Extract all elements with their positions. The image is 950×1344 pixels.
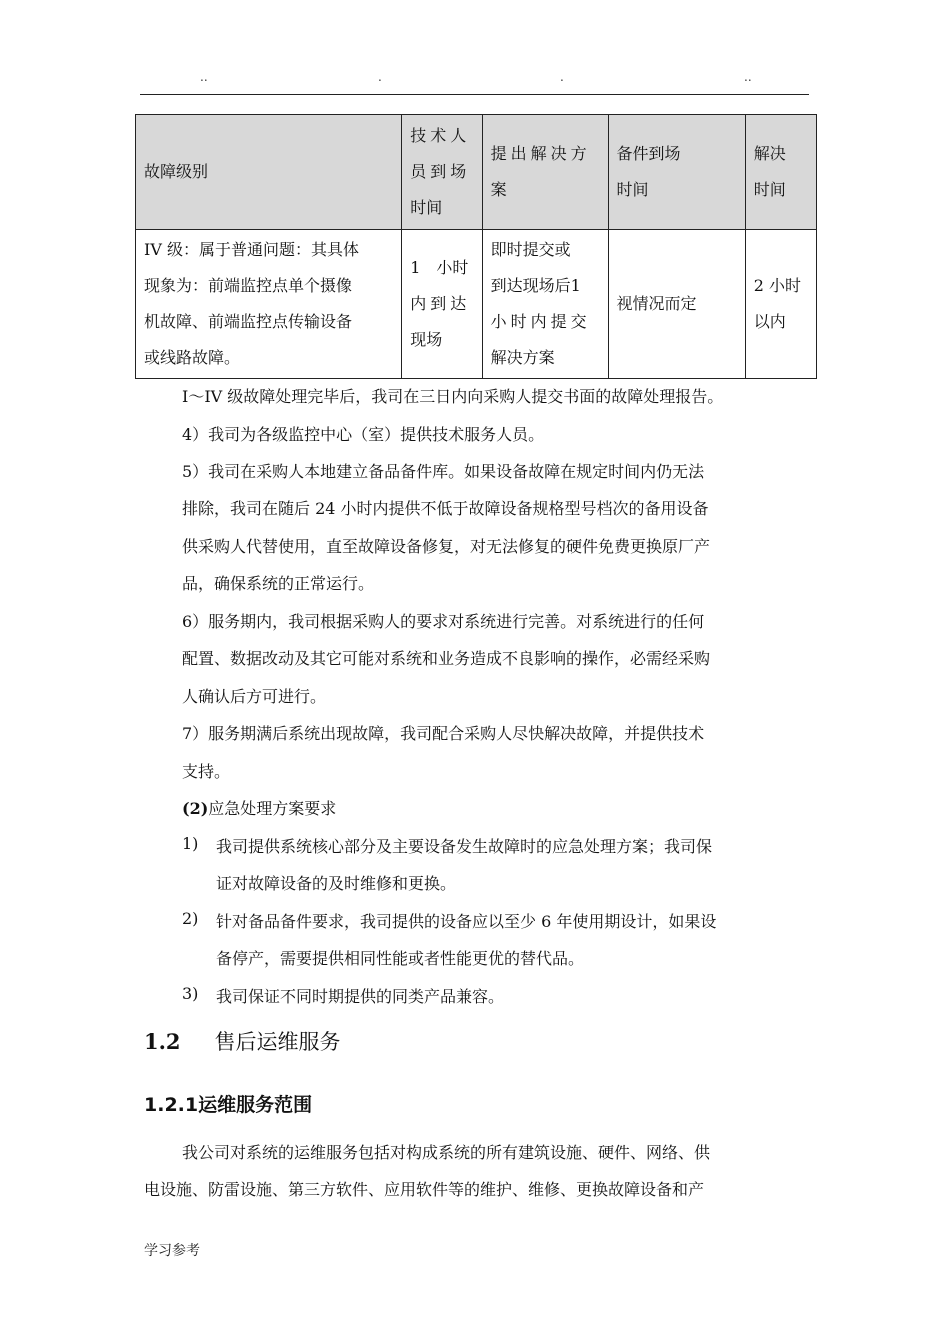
header-tech-arrival: 技术人 员到场 时间 (402, 115, 482, 230)
fault-level-table (135, 114, 817, 379)
section-heading: 1.2 售后运维服务 (144, 1029, 341, 1054)
paragraph-5-line-3: 供采购人代替使用，直至故障设备修复，对无法修复的硬件免费更换原厂产 (182, 537, 711, 556)
paragraph-6-line-1: 6）服务期内，我司根据采购人的要求对系统进行完善。对系统进行的任何 (182, 612, 705, 631)
header-solution: 提出解决方 案 (482, 115, 608, 230)
page-footer: 学习参考 (144, 1243, 200, 1259)
list-item-3-num: 3) (182, 984, 199, 1003)
paragraph-5-line-1: 5）我司在采购人本地建立备品备件库。如果设备故障在规定时间内仍无法 (182, 462, 705, 481)
paragraph-6-line-3: 人确认后方可进行。 (182, 687, 327, 706)
header-dot-4: .. (744, 70, 752, 84)
header-fault-level: 故障级别 (136, 115, 402, 230)
scope-paragraph-line-2: 电设施、防雷设施、第三方软件、应用软件等的维护、维修、更换故障设备和产 (144, 1180, 705, 1199)
list-item-2-line-1: 针对备品备件要求，我司提供的设备应以至少 6 年使用期设计，如果设 (216, 912, 717, 931)
list-item-1-line-1: 我司提供系统核心部分及主要设备发生故障时的应急处理方案；我司保 (216, 837, 713, 856)
fault-report-paragraph: I～IV 级故障处理完毕后，我司在三日内向采购人提交书面的故障处理报告。 (182, 387, 724, 406)
paragraph-6-line-2: 配置、数据改动及其它可能对系统和业务造成不良影响的操作，必需经采购 (182, 649, 711, 668)
scope-paragraph-line-1: 我公司对系统的运维服务包括对构成系统的所有建筑设施、硬件、网络、供 (182, 1143, 711, 1162)
header-dot-1: .. (200, 70, 208, 84)
page-header-dots (140, 70, 809, 86)
cell-solution: 即时提交或 到达现场后1 小时内提交 解决方案 (482, 230, 608, 379)
header-parts-arrival: 备件到场 时间 (608, 115, 745, 230)
cell-parts-arrival: 视情况而定 (608, 230, 745, 379)
list-item-2-num: 2) (182, 909, 199, 928)
table-header-row (136, 115, 817, 230)
paragraph-7-line-1: 7）服务期满后系统出现故障，我司配合采购人尽快解决故障，并提供技术 (182, 724, 705, 743)
header-resolve-time: 解决 时间 (745, 115, 816, 230)
list-item-3-line-1: 我司保证不同时期提供的同类产品兼容。 (216, 987, 505, 1006)
header-dot-2: . (378, 70, 382, 84)
paragraph-5-line-2: 排除，我司在随后 24 小时内提供不低于故障设备规格型号档次的备用设备 (182, 499, 709, 518)
cell-resolve-time: 2 小时 以内 (745, 230, 816, 379)
paragraph-5-line-4: 品，确保系统的正常运行。 (182, 574, 375, 593)
cell-fault-level: IV 级：属于普通问题：其具体 现象为：前端监控点单个摄像 机故障、前端监控点传输设备 或线路故障。 (136, 230, 402, 379)
emergency-heading: (2)应急处理方案要求 (182, 799, 337, 818)
list-item-1-num: 1) (182, 834, 199, 853)
list-item-2-line-2: 备停产，需要提供相同性能或者性能更优的替代品。 (216, 949, 585, 968)
cell-tech-arrival: 1 小时 内到达 现场 (402, 230, 482, 379)
header-dot-3: . (560, 70, 564, 84)
subsection-heading: 1.2.1运维服务范围 (144, 1094, 313, 1116)
list-item-1-line-2: 证对故障设备的及时维修和更换。 (216, 874, 457, 893)
paragraph-4: 4）我司为各级监控中心（室）提供技术服务人员。 (182, 425, 545, 444)
table-row (136, 230, 817, 379)
header-rule (140, 94, 809, 95)
paragraph-7-line-2: 支持。 (182, 762, 231, 781)
